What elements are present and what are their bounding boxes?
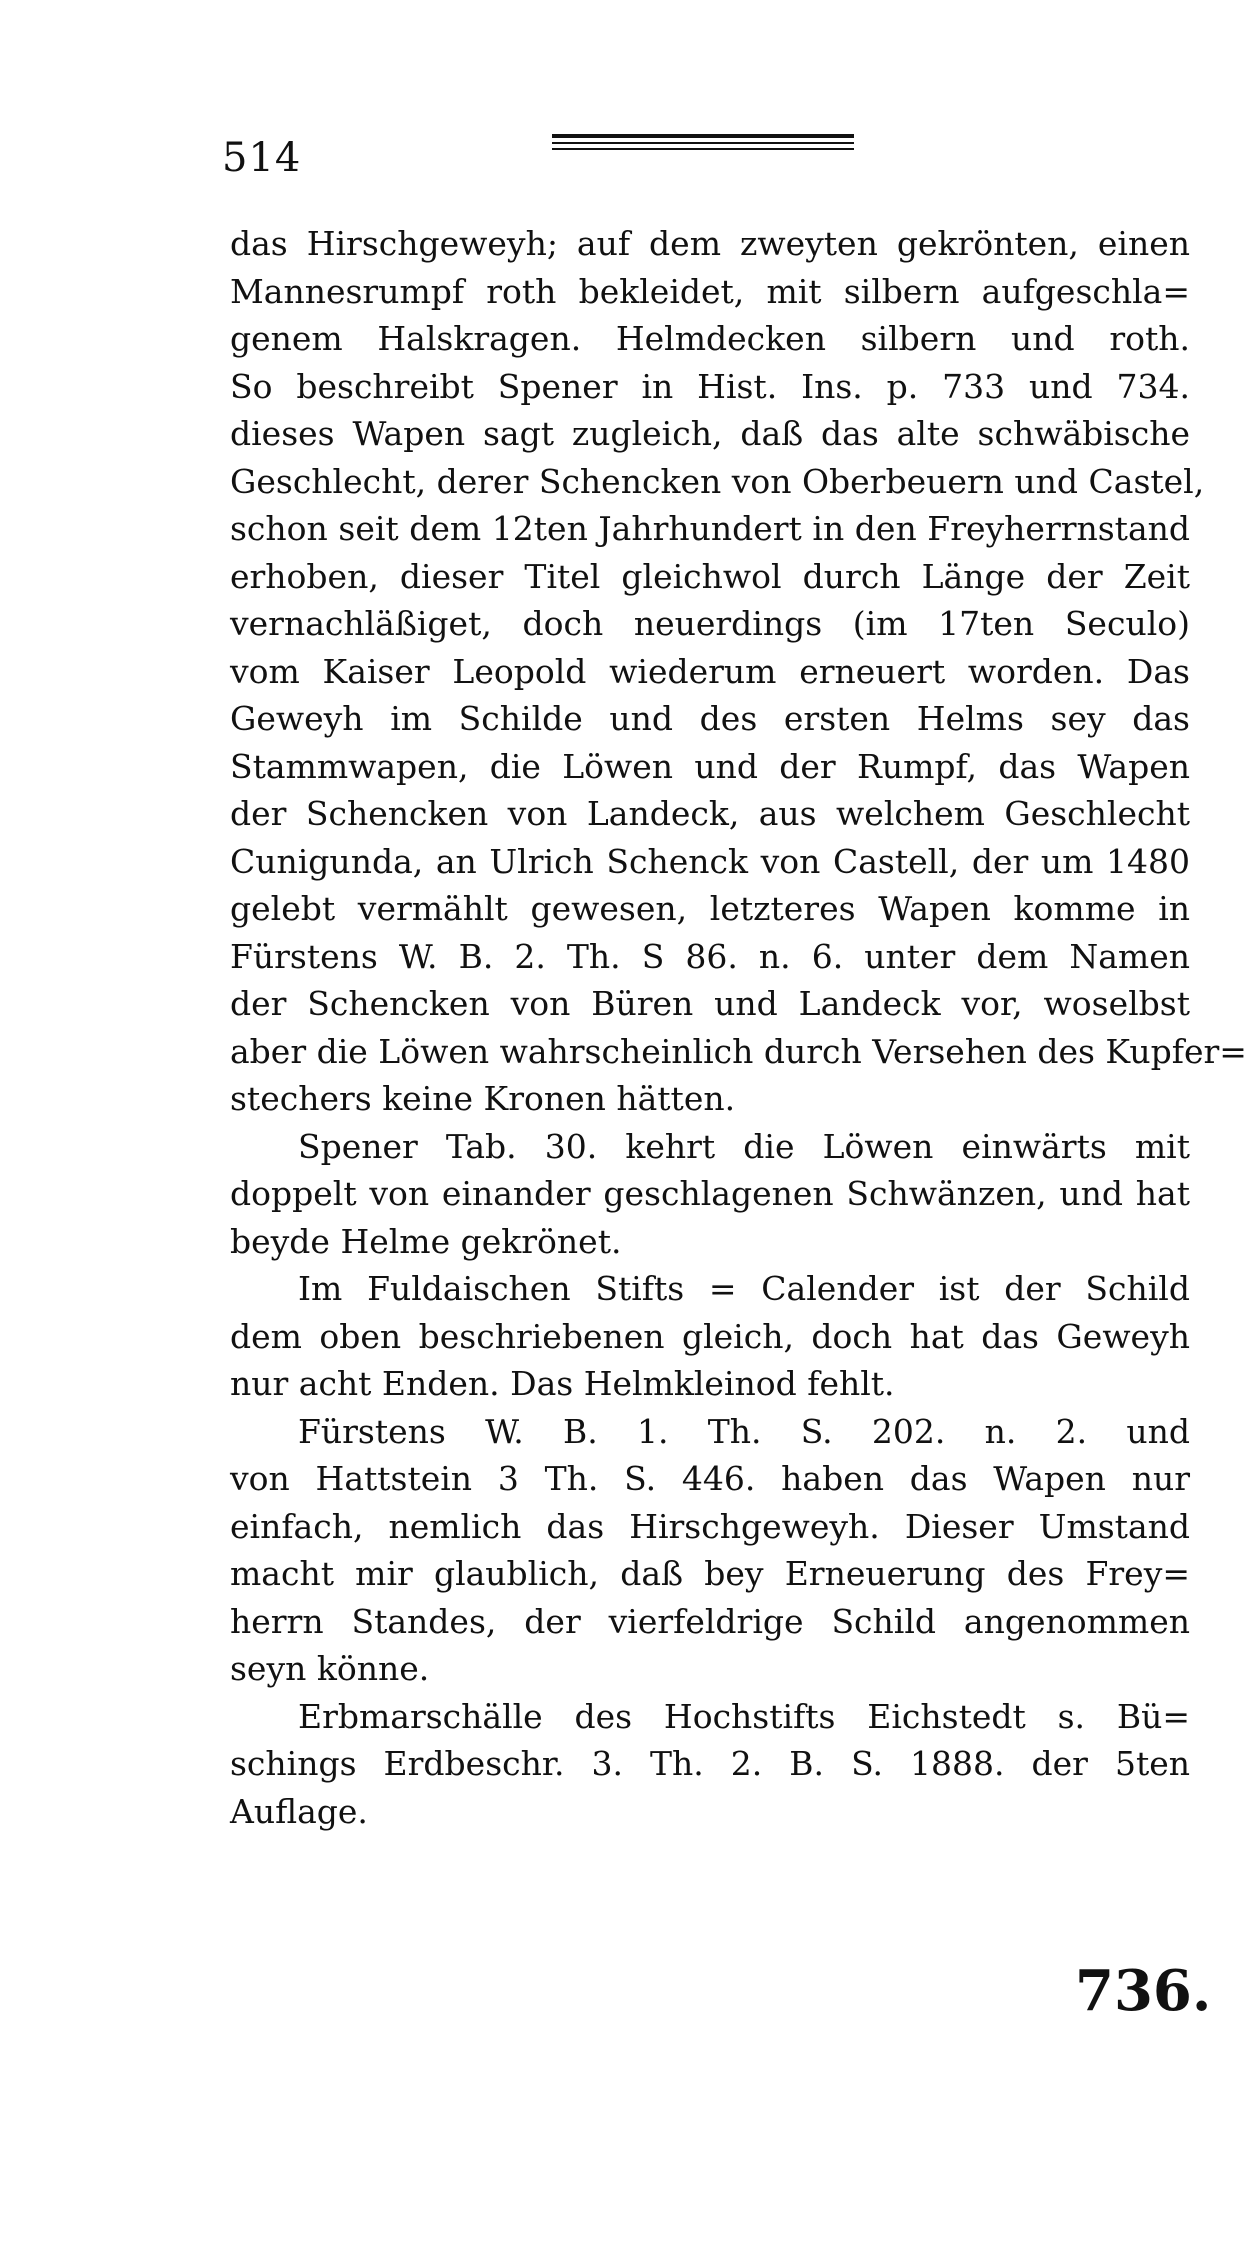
rule-line bbox=[552, 142, 854, 144]
text-line: Spener Tab. 30. kehrt die Löwen einwärts mit bbox=[298, 1126, 1190, 1166]
text-line: der Schencken von Landeck, aus welchem Geschlecht bbox=[230, 794, 1190, 833]
text-line: das Hirschgeweyh; auf dem zweyten gekrönten, einen bbox=[230, 224, 1190, 263]
page-number: 514 bbox=[222, 135, 302, 181]
text-line: Geschlecht, derer Schencken von Oberbeuern und Castel, bbox=[230, 461, 1205, 501]
text-line: stechers keine Kronen hätten. bbox=[230, 1079, 736, 1118]
text-line: dem oben beschriebenen gleich, doch hat das Geweyh bbox=[230, 1316, 1190, 1356]
text-line: schon seit dem 12ten Jahrhundert in den Freyherrnstand bbox=[230, 509, 1190, 548]
text-line: genem Halskragen. Helmdecken silbern und roth. bbox=[230, 319, 1190, 358]
body-text bbox=[230, 220, 1247, 1835]
text-line: erhoben, dieser Titel gleichwol durch Länge der Zeit bbox=[230, 556, 1190, 596]
text-line: macht mir glaublich, daß bey Erneuerung des Frey= bbox=[230, 1554, 1190, 1593]
text-line: Erbmarschälle des Hochstifts Eichstedt s. Bü= bbox=[298, 1696, 1190, 1736]
text-line: Cunigunda, an Ulrich Schenck von Castell, der um 1480 bbox=[230, 841, 1190, 881]
text-line: von Hattstein 3 Th. S. 446. haben das Wapen nur bbox=[230, 1459, 1190, 1498]
rule-line bbox=[552, 134, 854, 138]
text-line: So beschreibt Spener in Hist. Ins. p. 733 und 734. bbox=[230, 366, 1190, 406]
text-line: Im Fuldaischen Stifts = Calender ist der Schild bbox=[298, 1269, 1190, 1308]
text-line: herrn Standes, der vierfeldrige Schild angenommen bbox=[230, 1601, 1190, 1641]
text-line: vom Kaiser Leopold wiederum erneuert worden. Das bbox=[230, 651, 1190, 691]
text-line: aber die Löwen wahrscheinlich durch Versehen des Kupfer= bbox=[230, 1031, 1247, 1071]
text-line: beyde Helme gekrönet. bbox=[230, 1221, 622, 1261]
text-line: doppelt von einander geschlagenen Schwänzen, und hat bbox=[230, 1174, 1190, 1213]
text-line: Mannesrumpf roth bekleidet, mit silbern aufgeschla= bbox=[230, 271, 1190, 311]
text-line: gelebt vermählt gewesen, letzteres Wapen komme in bbox=[230, 889, 1190, 928]
text-line: einfach, nemlich das Hirschgeweyh. Dieser Umstand bbox=[230, 1506, 1190, 1546]
text-line: Fürstens W. B. 1. Th. S. 202. n. 2. und bbox=[298, 1411, 1190, 1451]
text-line: der Schencken von Büren und Landeck vor, woselbst bbox=[230, 984, 1190, 1023]
text-line: nur acht Enden. Das Helmkleinod fehlt. bbox=[230, 1364, 895, 1403]
catchword: 736. bbox=[1075, 1958, 1212, 2024]
text-line: vernachläßiget, doch neuerdings (im 17ten Seculo) bbox=[230, 604, 1190, 643]
header-rule bbox=[552, 134, 854, 154]
rule-line bbox=[552, 148, 854, 150]
text-line: Stammwapen, die Löwen und der Rumpf, das Wapen bbox=[230, 746, 1190, 786]
text-line: dieses Wapen sagt zugleich, daß das alte schwäbische bbox=[230, 414, 1190, 453]
text-line: schings Erdbeschr. 3. Th. 2. B. S. 1888. der 5ten bbox=[230, 1744, 1190, 1783]
text-line: Fürstens W. B. 2. Th. S 86. n. 6. unter dem Namen bbox=[230, 936, 1190, 976]
text-line: Auflage. bbox=[230, 1791, 368, 1831]
text-line: seyn könne. bbox=[230, 1649, 430, 1688]
text-line: Geweyh im Schilde und des ersten Helms sey das bbox=[230, 699, 1190, 738]
